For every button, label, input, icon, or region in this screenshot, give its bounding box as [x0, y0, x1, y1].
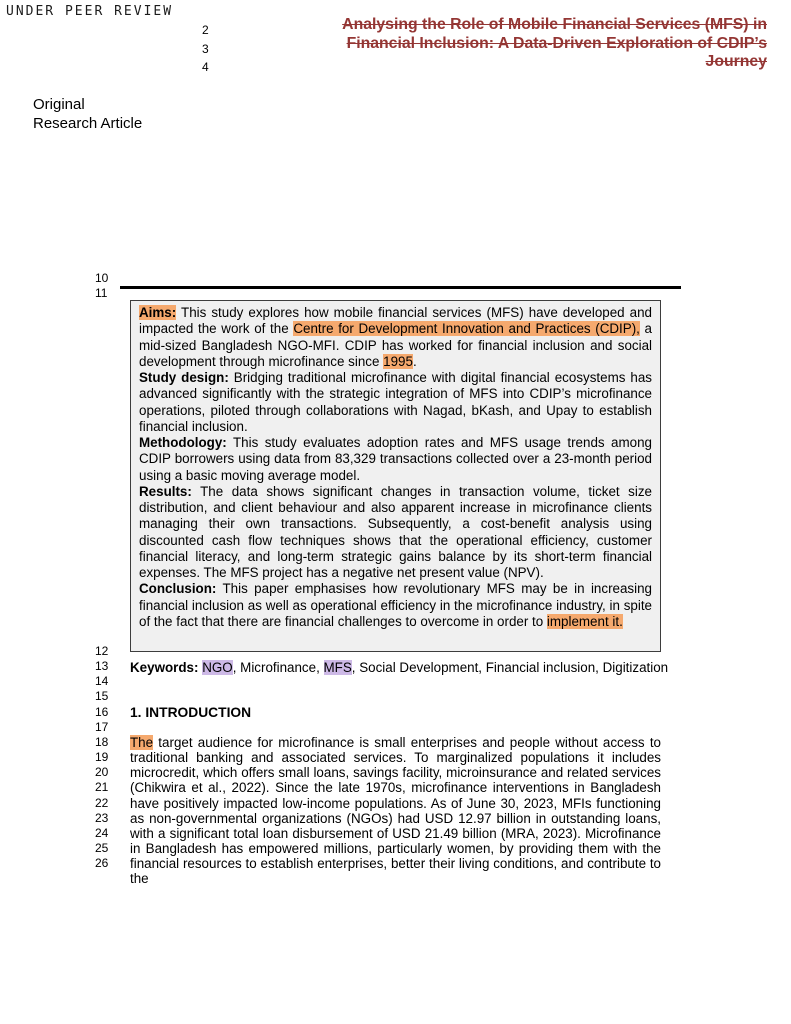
methodology-label: Methodology: — [139, 435, 227, 450]
paper-title-line: Analysing the Role of Mobile Financial Services (MFS) in — [342, 16, 767, 33]
results-text: The data shows significant changes in transaction volume, ticket size distribution, and client behaviour and also apparent increase in microfinance clients managing their own transactions. Subsequently, a cost-benefit analysis using discounted cash flow techniques shows that the operational efficiency, customer financial literacy, and long-term strategic gains balance by its short-term financial expenses. The MFS project has a negative net present value (NPV). — [139, 483, 652, 580]
abstract-results — [139, 484, 652, 582]
title-line-numbers — [202, 21, 209, 77]
abstract-aims — [139, 305, 652, 370]
methodology-text: This study evaluates adoption rates and MFS usage trends among CDIP borrowers using data from 83,329 transactions collected over a 23-month period using a basic moving average model. — [139, 435, 652, 483]
intro-text: target audience for microfinance is small enterprises and people without access to traditional banking and associated services. To marginalized populations it includes microcredit, which offers small loans, savings facility, microinsurance and related services (Chikwira et al., 2022). Since the late 1970s, microfinance interventions in Bangladesh have positively impacted low-income populations. As of June 30, 2023, MFIs functioning as non-governmental organizations (NGOs) had USD 12.97 billion in outstanding loans, with a significant total loan disbursement of USD 21.49 billion (MRA, 2023). Microfinance in Bangladesh has empowered millions, particularly women, by providing them with the financial resources to establish enterprises, better their living conditions, and contribute to the — [130, 735, 661, 887]
introduction-paragraph — [130, 735, 661, 887]
line-number: 15 — [95, 689, 109, 704]
study-design-label: Study design: — [139, 370, 229, 385]
line-number: 10 — [95, 271, 109, 285]
line-number: 21 — [95, 780, 109, 795]
results-label: Results: — [139, 483, 192, 499]
line-number: 4 — [202, 60, 209, 75]
line-number: 25 — [95, 841, 109, 856]
conclusion-highlight: implement it. — [546, 613, 623, 629]
line-number: 18 — [95, 734, 109, 749]
line-number: 26 — [95, 856, 109, 871]
article-type-label — [33, 96, 142, 133]
line-number: 2 — [202, 23, 209, 37]
line-number: 19 — [95, 750, 109, 765]
keywords-text: , Microfinance, — [232, 660, 324, 675]
conclusion-label: Conclusion: — [139, 581, 217, 597]
line-number: 22 — [95, 795, 109, 810]
keywords-label: Keywords: — [130, 660, 199, 675]
line-number: 14 — [95, 674, 109, 689]
keyword-mfs-highlight: MFS — [323, 660, 352, 675]
line-number: 24 — [95, 825, 109, 840]
line-number: 20 — [95, 765, 109, 780]
aims-text: . — [412, 353, 417, 369]
peer-review-watermark: UNDER PEER REVIEW — [6, 4, 174, 19]
paper-title — [240, 16, 767, 72]
line-number: 17 — [95, 719, 109, 734]
line-number: 12 — [95, 644, 109, 658]
abstract-box — [130, 300, 661, 652]
divider-rule — [120, 286, 681, 289]
abstract-methodology — [139, 435, 652, 484]
aims-text: a mid-sized Bangladesh NGO-MFI. CDIP has worked for financial inclusion and social development through microfinance since — [139, 321, 653, 369]
aims-highlight-cdip: Centre for Development Innovation and Practices (CDIP), — [293, 321, 640, 337]
intro-first-word-highlight: The — [130, 735, 154, 750]
abstract-study-design — [139, 370, 652, 435]
body-line-numbers — [95, 644, 108, 871]
line-number: 16 — [95, 704, 109, 719]
aims-label: Aims: — [139, 305, 177, 320]
keywords-text: , Social Development, Financial inclusion, Digitization — [351, 660, 669, 675]
introduction-heading: 1. INTRODUCTION — [130, 705, 252, 720]
article-type-line: Research Article — [33, 114, 143, 132]
aims-text: This study explores how mobile financial services (MFS) have developed and impacted the work of the — [139, 305, 652, 337]
keywords-line — [130, 660, 670, 675]
pre-abstract-line-numbers — [95, 271, 108, 301]
conclusion-text: This paper emphasises how revolutionary MFS may be in increasing financial inclusion as well as operational efficiency in the microfinance industry, in spite of the fact that there are financial challenges to overcome in order to — [139, 581, 652, 629]
abstract-conclusion — [139, 581, 652, 630]
line-number: 11 — [95, 286, 108, 300]
aims-highlight-year: 1995 — [383, 353, 413, 369]
article-type-line: Original — [33, 96, 85, 113]
study-design-text: Bridging traditional microfinance with digital financial ecosystems has advanced significantly with the strategic integration of MFS into CDIP’s microfinance operations, piloted through collaborations with Nagad, bKash, and Upay to establish financial inclusion. — [139, 370, 652, 434]
paper-title-line: Financial Inclusion: A Data-Driven Exploration of CDIP’s — [346, 34, 767, 52]
paper-title-line: Journey — [705, 53, 767, 71]
line-number: 3 — [202, 41, 209, 56]
line-number: 23 — [95, 810, 109, 825]
keyword-ngo-highlight: NGO — [202, 660, 233, 675]
line-number: 13 — [95, 659, 109, 674]
